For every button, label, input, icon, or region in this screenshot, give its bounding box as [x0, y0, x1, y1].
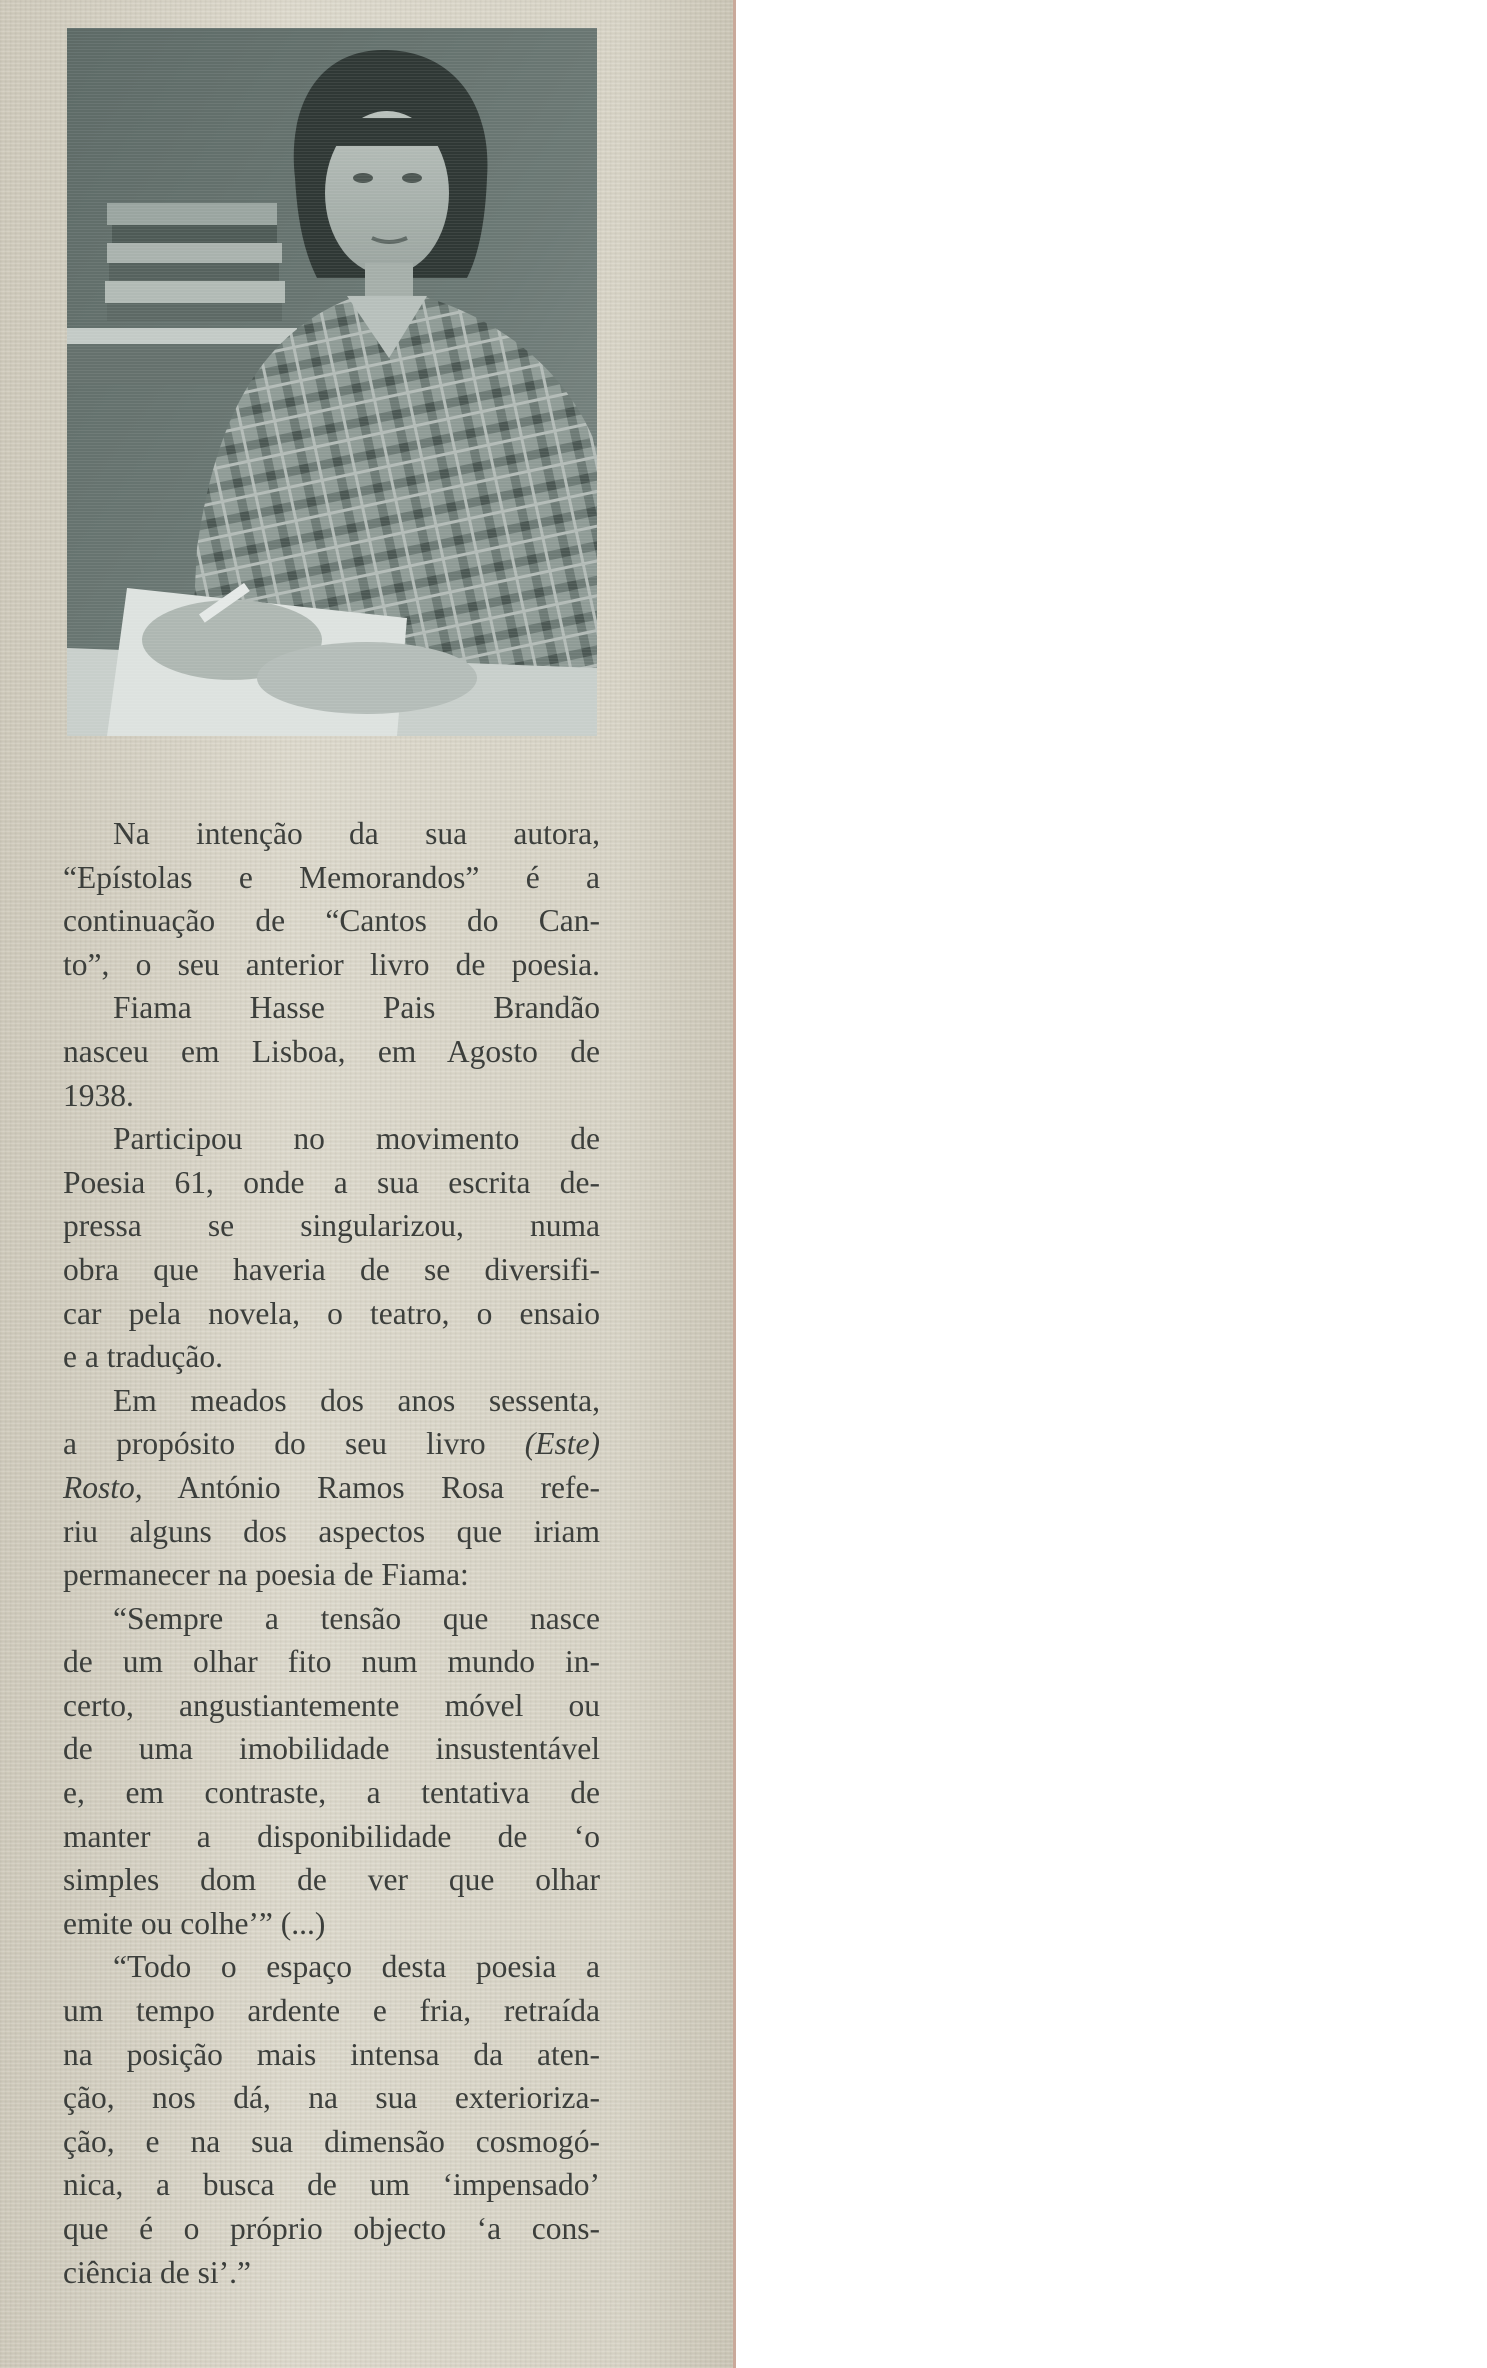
paragraph-poesia61 — [63, 1117, 600, 1379]
text-line: ciência de si’.” — [63, 2254, 252, 2290]
text-line: Fiama Hasse Pais Brandão — [113, 990, 600, 1026]
text-line: permanecer na poesia de Fiama: — [63, 1557, 469, 1593]
text-line-with-italic — [63, 1466, 600, 1510]
text-line: 1938. — [63, 1077, 134, 1113]
text-line: que é o próprio objecto ‘a cons- — [63, 2211, 600, 2246]
text-line: manter a disponibilidade de ‘o — [63, 1818, 600, 1854]
text-line: ção, e na sua dimensão cosmogó- — [63, 2123, 600, 2159]
text-line: de um olhar fito num mundo in- — [63, 1644, 600, 1680]
italic-book-title-part2: Rosto, — [63, 1469, 143, 1505]
text-line: Participou no movimento de — [113, 1121, 600, 1157]
text-line-with-italic — [63, 1422, 600, 1466]
text-line: obra que haveria de se diversifi- — [63, 1251, 600, 1287]
paragraph-birth — [63, 986, 600, 1117]
text-line: a propósito do seu livro — [63, 1426, 486, 1462]
text-line: “Todo o espaço desta poesia a — [113, 1949, 600, 1985]
flap-edge — [733, 0, 736, 2368]
text-line: simples dom de ver que olhar — [63, 1862, 600, 1898]
text-line: de uma imobilidade insustentável — [63, 1731, 600, 1767]
text-line: Na intenção da sua autora, — [113, 816, 600, 851]
text-line: “Sempre a tensão que nasce — [113, 1600, 600, 1636]
text-line: nasceu em Lisboa, em Agosto de — [63, 1033, 600, 1069]
text-line: na posição mais intensa da aten- — [63, 2036, 600, 2072]
text-line: nica, a busca de um ‘impensado’ — [63, 2167, 600, 2203]
text-line: ção, nos dá, na sua exterioriza- — [63, 2080, 600, 2116]
text-line: to”, o seu anterior livro de poesia. — [63, 946, 600, 982]
text-line: car pela novela, o teatro, o ensaio — [63, 1295, 600, 1331]
text-line: um tempo ardente e fria, retraída — [63, 1993, 600, 2029]
text-line: “Epístolas e Memorandos” é a — [63, 859, 600, 895]
text-line: Poesia 61, onde a sua escrita de- — [63, 1164, 600, 1200]
text-line: continuação de “Cantos do Can- — [63, 903, 600, 939]
text-line: Em meados dos anos sessenta, — [113, 1382, 600, 1418]
paragraph-quote-1 — [63, 1597, 600, 1946]
text-line: e, em contraste, a tentativa de — [63, 1775, 600, 1811]
paragraph-rosto — [63, 1379, 600, 1597]
text-line: António Ramos Rosa refe- — [142, 1469, 600, 1505]
italic-book-title-part1: (Este) — [524, 1426, 601, 1462]
paragraph-quote-2 — [63, 1945, 600, 2294]
text-line: certo, angustiantemente móvel ou — [63, 1687, 600, 1723]
text-line: pressa se singularizou, numa — [63, 1208, 600, 1244]
flap-text — [63, 812, 600, 2294]
text-line: e a tradução. — [63, 1339, 224, 1375]
text-line: emite ou colhe’” (...) — [63, 1905, 326, 1941]
paragraph-intro — [63, 812, 600, 986]
text-line: riu alguns dos aspectos que iriam — [63, 1513, 600, 1549]
author-portrait-photo — [67, 28, 597, 736]
